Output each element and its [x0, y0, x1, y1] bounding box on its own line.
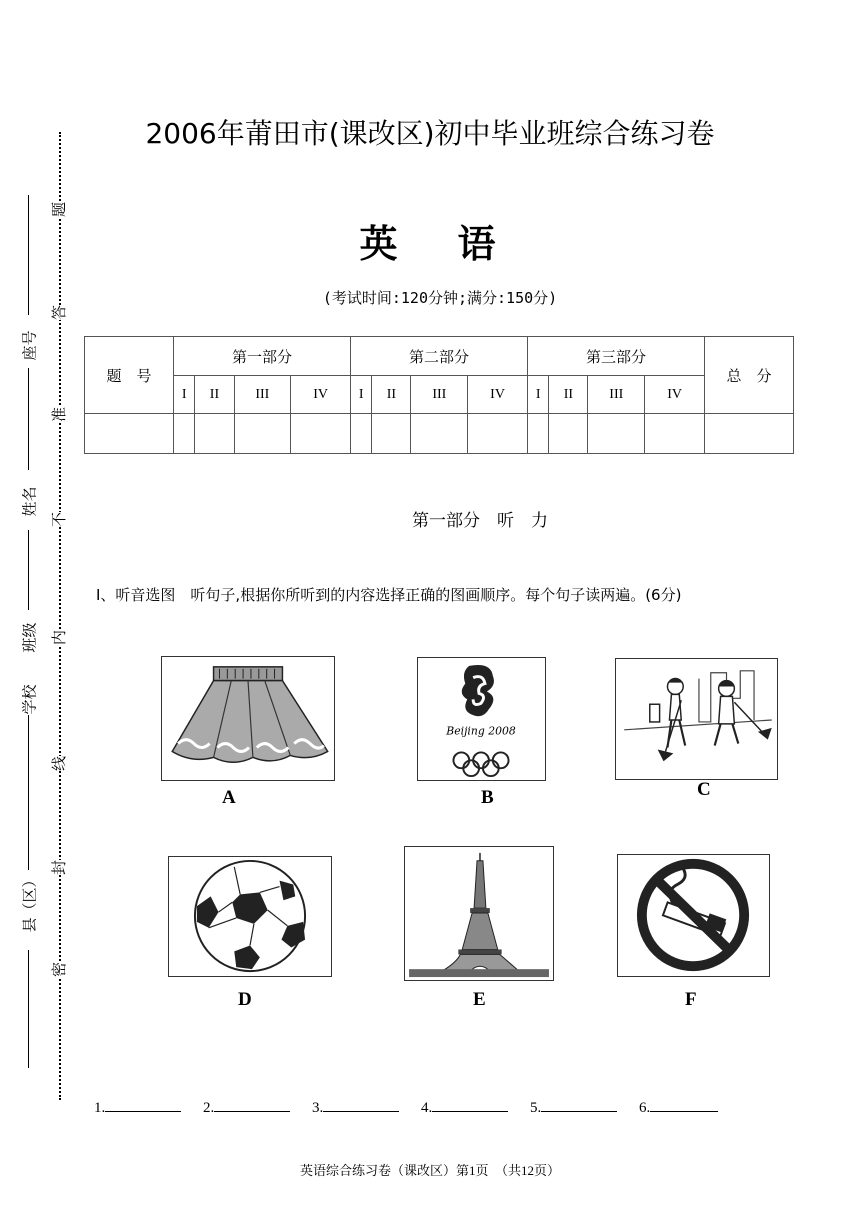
score-cell[interactable]: [234, 414, 291, 454]
picture-label-b: B: [481, 787, 494, 808]
score-cell[interactable]: [195, 414, 234, 454]
answer-item[interactable]: [203, 1097, 290, 1117]
roman-header: II: [372, 376, 411, 414]
picture-label-d: D: [238, 989, 252, 1010]
seat-number-label: 座号: [23, 327, 38, 361]
roman-header: III: [411, 376, 468, 414]
picture-label-e: E: [473, 989, 486, 1010]
answer-number: 5.: [530, 1100, 542, 1116]
seal-char: 不: [50, 511, 69, 528]
answer-item[interactable]: [639, 1097, 718, 1117]
answer-number: 2.: [203, 1100, 215, 1116]
total-header: 总 分: [705, 337, 794, 414]
skirt-picture: [161, 656, 335, 781]
seal-char: 准: [50, 406, 69, 423]
answer-item[interactable]: [530, 1097, 617, 1117]
class-blank[interactable]: [28, 530, 29, 610]
page-footer: 英语综合练习卷（课改区）第1页 （共12页）: [299, 1163, 560, 1178]
answer-blank-6[interactable]: [650, 1097, 718, 1112]
name-label: 姓名: [23, 483, 38, 517]
exam-info: (考试时间:120分钟;满分:150分): [322, 289, 558, 307]
score-cell[interactable]: [350, 414, 371, 454]
seal-char: 封: [50, 859, 69, 876]
answer-number: 3.: [312, 1100, 324, 1116]
page-title: 2006年莆田市(课改区)初中毕业班综合练习卷: [145, 117, 715, 150]
part-two-header: 第二部分: [350, 337, 527, 376]
roman-header: IV: [645, 376, 705, 414]
part-one-header: 第一部分: [174, 337, 351, 376]
subject-title: 英语: [359, 222, 556, 266]
score-cell[interactable]: [588, 414, 645, 454]
county-label: 县（区）: [20, 872, 39, 933]
soccer-ball-picture: [168, 856, 332, 977]
score-table: [84, 336, 794, 454]
question-number-header: 题 号: [85, 337, 174, 414]
score-cell[interactable]: [372, 414, 411, 454]
eiffel-tower-picture: [404, 846, 554, 981]
seal-char: 题: [50, 201, 69, 218]
beijing-logo-picture: [417, 657, 546, 781]
score-cell[interactable]: [549, 414, 588, 454]
answer-number: 4.: [421, 1100, 433, 1116]
section-heading: 第一部分 听 力: [412, 511, 548, 531]
roman-header: IV: [468, 376, 528, 414]
seal-dotted-line: [59, 132, 61, 1100]
score-cell[interactable]: [468, 414, 528, 454]
answer-number: 6.: [639, 1100, 651, 1116]
answer-item[interactable]: [94, 1097, 181, 1117]
roman-header: I: [350, 376, 371, 414]
score-cell: [85, 414, 174, 454]
score-cell[interactable]: [291, 414, 351, 454]
score-cell[interactable]: [705, 414, 794, 454]
answer-item[interactable]: [421, 1097, 508, 1117]
name-blank[interactable]: [28, 368, 29, 470]
answer-blank-4[interactable]: [432, 1097, 508, 1112]
roman-header: III: [588, 376, 645, 414]
school-label: 学校: [23, 681, 38, 715]
score-cell[interactable]: [411, 414, 468, 454]
seal-char: 线: [50, 755, 69, 772]
answer-item[interactable]: [312, 1097, 399, 1117]
picture-label-f: F: [685, 989, 697, 1010]
roman-header: I: [174, 376, 195, 414]
roman-header: II: [549, 376, 588, 414]
answer-blank-2[interactable]: [214, 1097, 290, 1112]
answer-blank-5[interactable]: [541, 1097, 617, 1112]
picture-label-c: C: [697, 779, 711, 800]
roman-header: I: [527, 376, 548, 414]
answer-blank-3[interactable]: [323, 1097, 399, 1112]
school-blank[interactable]: [28, 715, 29, 870]
sweeping-picture: [615, 658, 778, 780]
seal-char: 内: [50, 629, 69, 646]
score-cell[interactable]: [645, 414, 705, 454]
picture-label-a: A: [222, 787, 236, 808]
seal-char: 密: [50, 961, 69, 978]
seal-char: 答: [50, 304, 69, 321]
score-cell[interactable]: [527, 414, 548, 454]
beijing-logo-text: Beijing 2008: [446, 724, 516, 738]
question-instruction: Ⅰ、听音选图 听句子,根据你所听到的内容选择正确的图画顺序。每个句子读两遍。(6分): [96, 586, 682, 604]
no-smoking-picture: [617, 854, 770, 977]
county-blank[interactable]: [28, 950, 29, 1068]
score-cell[interactable]: [174, 414, 195, 454]
answer-blanks: [94, 1097, 736, 1117]
roman-header: II: [195, 376, 234, 414]
answer-blank-1[interactable]: [105, 1097, 181, 1112]
class-label: 班级: [23, 619, 38, 653]
part-three-header: 第三部分: [527, 337, 704, 376]
roman-header: III: [234, 376, 291, 414]
answer-number: 1.: [94, 1100, 106, 1116]
roman-header: IV: [291, 376, 351, 414]
